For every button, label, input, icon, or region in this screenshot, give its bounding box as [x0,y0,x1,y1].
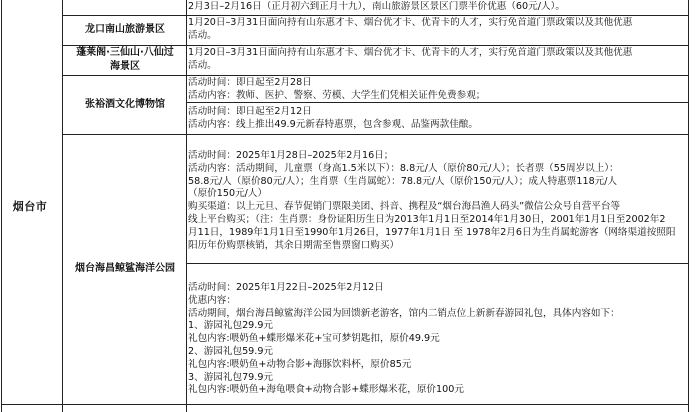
offer-line: 礼包内容:喂奶鱼+海龟喂食+动物合影+蝶形爆米花，原价100元 [188,384,464,396]
table-border-left [1,0,2,412]
offer-text [188,47,684,73]
offer-line: 购买渠道：以上元旦、春节促销门票限美团、抖音、携程及“烟台海昌渔人码头”微信公众号自营平台等 [188,201,621,213]
offer-line: 活动。 [188,59,217,71]
offer-text [188,1,684,14]
offer-line: 阳历年份购票核销，其余日期需至售票窗口购买） [188,239,400,251]
offer-line: 活动时间：2025年1月28日–2025年2月16日； [188,150,394,161]
offer-line: 3、游园礼包79.9元 [188,371,274,383]
offer-line: 1月20日–3月31日面向持有山东惠才卡、烟台优才卡、优青卡的人才，实行免首道门票政策以及其他优惠 [188,47,633,58]
venue-column-divider [186,0,187,412]
offer-line: 线上平台购买；（注：生肖票：身份证阳历生日为2013年1月1日至2014年1月30日，2001年1月1日至2002年2 [188,213,666,225]
venue-name: 蓬莱阁·三仙山·八仙过 海景区 [76,47,174,72]
offer-line: 活动内容：教师、医护、警察、劳模、大学生们凭相关证件免费参观； [188,89,486,101]
city-column-divider [62,0,63,412]
offer-line: 2月3日–2月16日（正月初六到正月十九），南山旅游景区景区门票半价优惠（60元/人）。 [188,1,565,12]
offer-line: 活动时间：即日起至2月12日 [188,106,312,117]
offer-line: 活动时间：2025年1月22日–2025年2月12日 [188,282,384,293]
offer-text [188,77,684,103]
offer-line: 活动时间：即日起至2月28日 [188,77,312,88]
offer-line: 活动期间，烟台海昌鲸鲨海洋公园为回馈新老游客，馆内二销点位上新新春游园礼包，具体内容如下： [188,307,620,319]
venue-name: 张裕酒文化博物馆 [85,98,165,110]
table-border-right [688,0,689,412]
offer-text [188,106,684,132]
offer-line: 月11日，1989年1月1日至1990年1月26日，1977年1月1日 至 1978年2月6日为生肖属蛇游客（网络渠道按照阳 [188,226,676,238]
venue-name: 烟台海昌鲸鲨海洋公园 [75,263,175,274]
offer-line: 58.8元/人（原价80元/人）；生肖票（生肖属蛇）：78.8元/人（原价150元/人）；成人特惠票118元/人 [188,175,618,187]
offer-line: 活动内容：线上推出49.9元新春特惠票，包含参观、品鉴两款佳酿。 [188,118,478,130]
offer-line: 1月20日–3月31日面向持有山东惠才卡、烟台优才卡、优青卡的人才，实行免首道门票政策以及其他优惠 [188,17,633,28]
offer-text [188,150,684,252]
offer-line: 礼包内容:喂奶鱼+蝶形爆米花+宝可梦钥匙扣，原价49.9元 [188,333,440,345]
table-bottom-line [1,404,689,405]
offer-text [188,17,684,43]
city-label: 烟台市 [12,200,48,213]
offer-line: 活动内容：活动期间，儿童票（身高1.5米以下）：8.8元/人（原价80元/人）；长者票（55周岁以上）： [188,162,619,174]
offer-line: （原价150元/人） [188,188,268,200]
offer-line: 活动。 [188,29,217,41]
offer-line: 1、游园礼包29.9元 [188,320,274,332]
offer-line: 优惠内容： [188,294,236,306]
offer-line: 礼包内容:喂奶鱼+动物合影+海豚饮料杯，原价85元 [188,358,412,370]
venue-name: 龙口南山旅游景区 [85,24,165,35]
offer-line: 2、游园礼包59.9元 [188,345,274,357]
row-subdivider [186,263,689,264]
offer-text [188,282,684,397]
